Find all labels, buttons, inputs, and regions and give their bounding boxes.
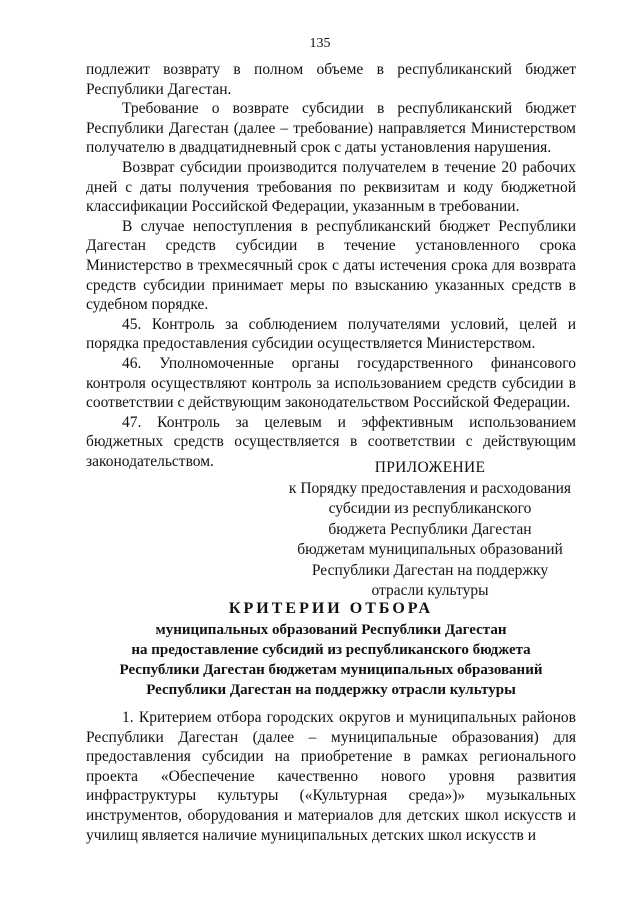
appendix-line: субсидии из республиканского: [328, 500, 532, 517]
appendix-block: [280, 458, 580, 602]
paragraph: подлежит возврату в полном объеме в республиканский бюджет Республики Дагестан.: [86, 61, 576, 98]
appendix-title: ПРИЛОЖЕНИЕ: [374, 459, 486, 476]
criterion-section: [86, 708, 576, 845]
body-text: [86, 60, 576, 471]
appendix-line: Республики Дагестан на поддержку: [311, 561, 549, 579]
appendix-line: отрасли культуры: [371, 582, 489, 599]
criteria-heading: КРИТЕРИИ ОТБОРА: [228, 600, 434, 617]
appendix-line: к Порядку предоставления и расходования: [288, 479, 572, 497]
criteria-subtitle-line: Республики Дагестан бюджетам муниципальных образований: [119, 662, 543, 678]
appendix-line: бюджетам муниципальных образований: [297, 541, 563, 558]
criteria-title-block: [96, 599, 566, 700]
criteria-subtitle-line: на предоставление субсидий из республиканского бюджета: [131, 642, 531, 658]
criterion-1: 1. Критерием отбора городских округов и муниципальных районов Республики Дагестан (далее – муниципальные образования) для предоставления субсидии на приобретение в рамках регионального проекта «Обеспечение качественно нового уровня развития инфраструктуры культуры («Культурная среда»)» музыкальных инструментов, оборудования и материалов для детских школ искусств и училищ является наличие муниципальных детских школ искусств и: [86, 709, 576, 844]
paragraph: В случае непоступления в республиканский бюджет Республики Дагестан средств субсидии в течение установленного срока Министерство в трехмесячный срок с даты истечения срока для возврата средств субсидии принимает меры по взысканию указанных средств в судебном порядке.: [86, 217, 576, 314]
paragraph: Возврат субсидии производится получателем в течение 20 рабочих дней с даты получения требования по реквизитам и коду бюджетной классификации Российской Федерации, указанным в требовании.: [86, 158, 576, 216]
criteria-subtitle-line: Республики Дагестан на поддержку отрасли культуры: [146, 682, 516, 698]
paragraph-47: 47. Контроль за целевым и эффективным использованием бюджетных средств осуществляется в соответствии с действующим законодательством.: [86, 413, 576, 470]
paragraph-45: 45. Контроль за соблюдением получателями условий, целей и порядка предоставления субсидии осуществляется Министерством.: [86, 315, 576, 353]
page-number: 135: [309, 36, 331, 51]
criteria-subtitle-line: муниципальных образований Республики Дагестан: [155, 622, 507, 638]
appendix-line: бюджета Республики Дагестан: [328, 520, 532, 538]
paragraph-46: 46. Уполномоченные органы государственного финансового контроля осуществляют контроль за использованием средств субсидии в соответствии с действующим законодательством Российской Федерации.: [86, 354, 576, 412]
paragraph: Требование о возврате субсидии в республиканский бюджет Республики Дагестан (далее – требование) направляется Министерством получателю в двадцатидневный срок с даты установления нарушения.: [86, 100, 576, 157]
